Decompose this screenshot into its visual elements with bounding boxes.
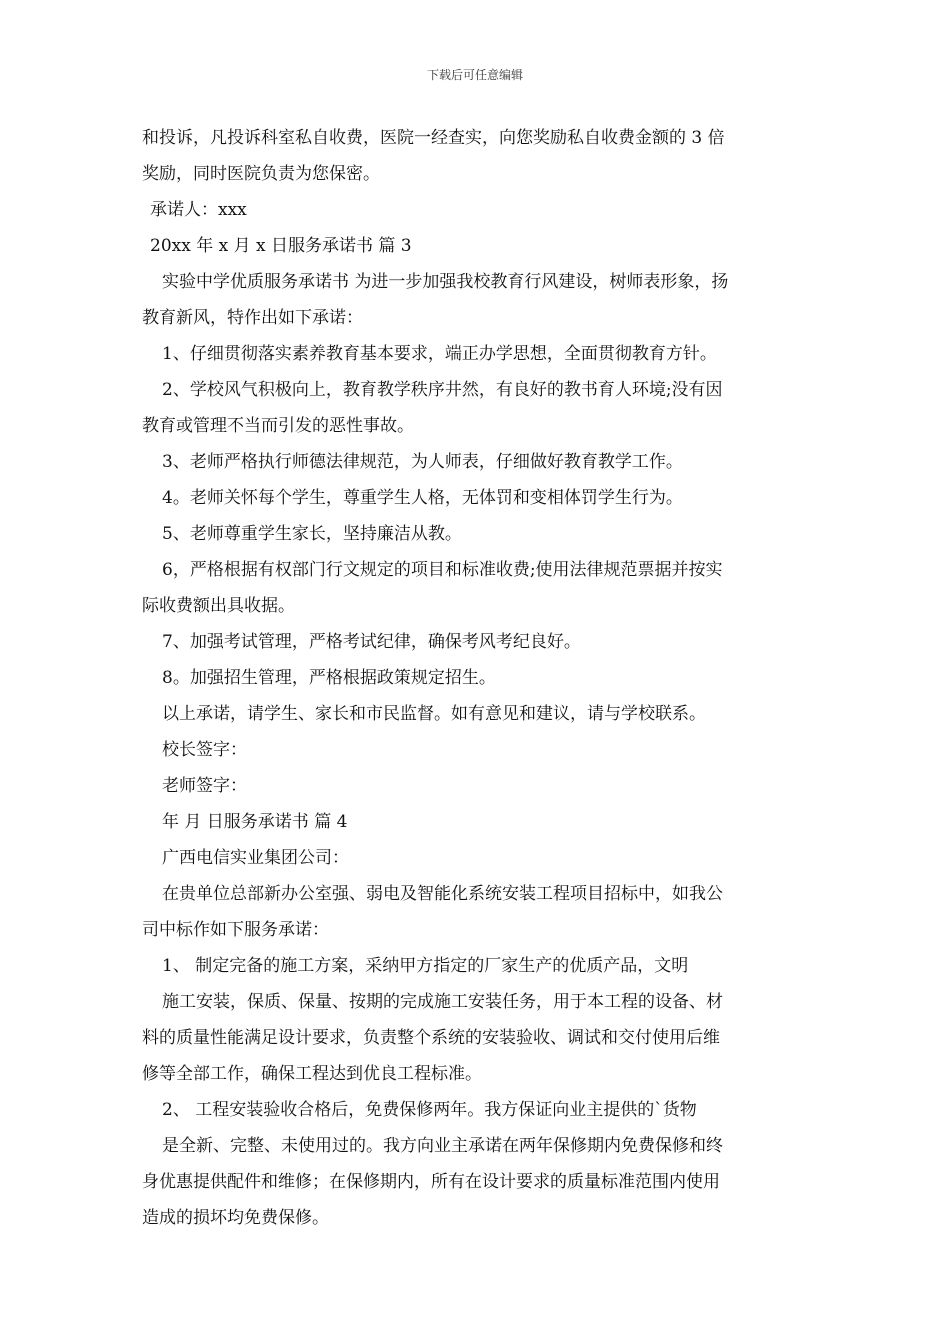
addressee-line: 广西电信实业集团公司： <box>162 848 349 868</box>
paragraph-line: 教育或管理不当而引发的恶性事故。 <box>142 416 414 436</box>
promisor-line: 承诺人：xxx <box>150 200 247 220</box>
paragraph-line: 在贵单位总部新办公室强、弱电及智能化系统安装工程项目招标中，如我公 <box>162 884 723 904</box>
paragraph-line: 身优惠提供配件和维修；在保修期内，所有在设计要求的质量标准范围内使用 <box>142 1172 720 1192</box>
paragraph-line: 是全新、完整、未使用过的。我方向业主承诺在两年保修期内免费保修和终 <box>162 1136 723 1156</box>
signature-line: 老师签字： <box>162 776 247 796</box>
section-heading: 年 月 日服务承诺书 篇 4 <box>162 812 348 832</box>
paragraph-line: 际收费额出具收据。 <box>142 596 295 616</box>
list-item: 7、加强考试管理，严格考试纪律，确保考风考纪良好。 <box>162 632 581 652</box>
list-item: 1、 制定完备的施工方案，采纳甲方指定的厂家生产的优质产品，文明 <box>162 956 689 976</box>
list-item: 6，严格根据有权部门行文规定的项目和标准收费;使用法律规范票据并按实 <box>162 560 723 580</box>
paragraph-line: 奖励，同时医院负责为您保密。 <box>142 164 380 184</box>
list-item: 2、 工程安装验收合格后，免费保修两年。我方保证向业主提供的`货物 <box>162 1100 697 1120</box>
paragraph-line: 教育新风，特作出如下承诺： <box>142 308 363 328</box>
paragraph-line: 料的质量性能满足设计要求，负责整个系统的安装验收、调试和交付使用后维 <box>142 1028 720 1048</box>
document-body <box>142 120 812 1236</box>
paragraph-line: 实验中学优质服务承诺书 为进一步加强我校教育行风建设，树师表形象，扬 <box>162 272 729 292</box>
list-item: 3、老师严格执行师德法律规范，为人师表，仔细做好教育教学工作。 <box>162 452 683 472</box>
list-item: 4。老师关怀每个学生，尊重学生人格，无体罚和变相体罚学生行为。 <box>162 488 683 508</box>
paragraph-line: 修等全部工作，确保工程达到优良工程标准。 <box>142 1064 482 1084</box>
paragraph-line: 和投诉，凡投诉科室私自收费，医院一经查实，向您奖励私自收费金额的 3 倍 <box>142 128 725 148</box>
list-item: 1、仔细贯彻落实素养教育基本要求，端正办学思想，全面贯彻教育方针。 <box>162 344 717 364</box>
paragraph-line: 司中标作如下服务承诺： <box>142 920 329 940</box>
header-note: 下载后可任意编辑 <box>426 68 523 82</box>
signature-line: 校长签字： <box>162 740 247 760</box>
list-item: 2、学校风气积极向上，教育教学秩序井然，有良好的教书育人环境;没有因 <box>162 380 723 400</box>
list-item: 8。加强招生管理，严格根据政策规定招生。 <box>162 668 496 688</box>
paragraph-line: 以上承诺，请学生、家长和市民监督。如有意见和建议，请与学校联系。 <box>162 704 706 724</box>
section-heading: 20xx 年 x 月 x 日服务承诺书 篇 3 <box>150 236 412 256</box>
paragraph-line: 施工安装，保质、保量、按期的完成施工安装任务，用于本工程的设备、材 <box>162 992 723 1012</box>
paragraph-line: 造成的损坏均免费保修。 <box>142 1208 329 1228</box>
list-item: 5、老师尊重学生家长，坚持廉洁从教。 <box>162 524 462 544</box>
